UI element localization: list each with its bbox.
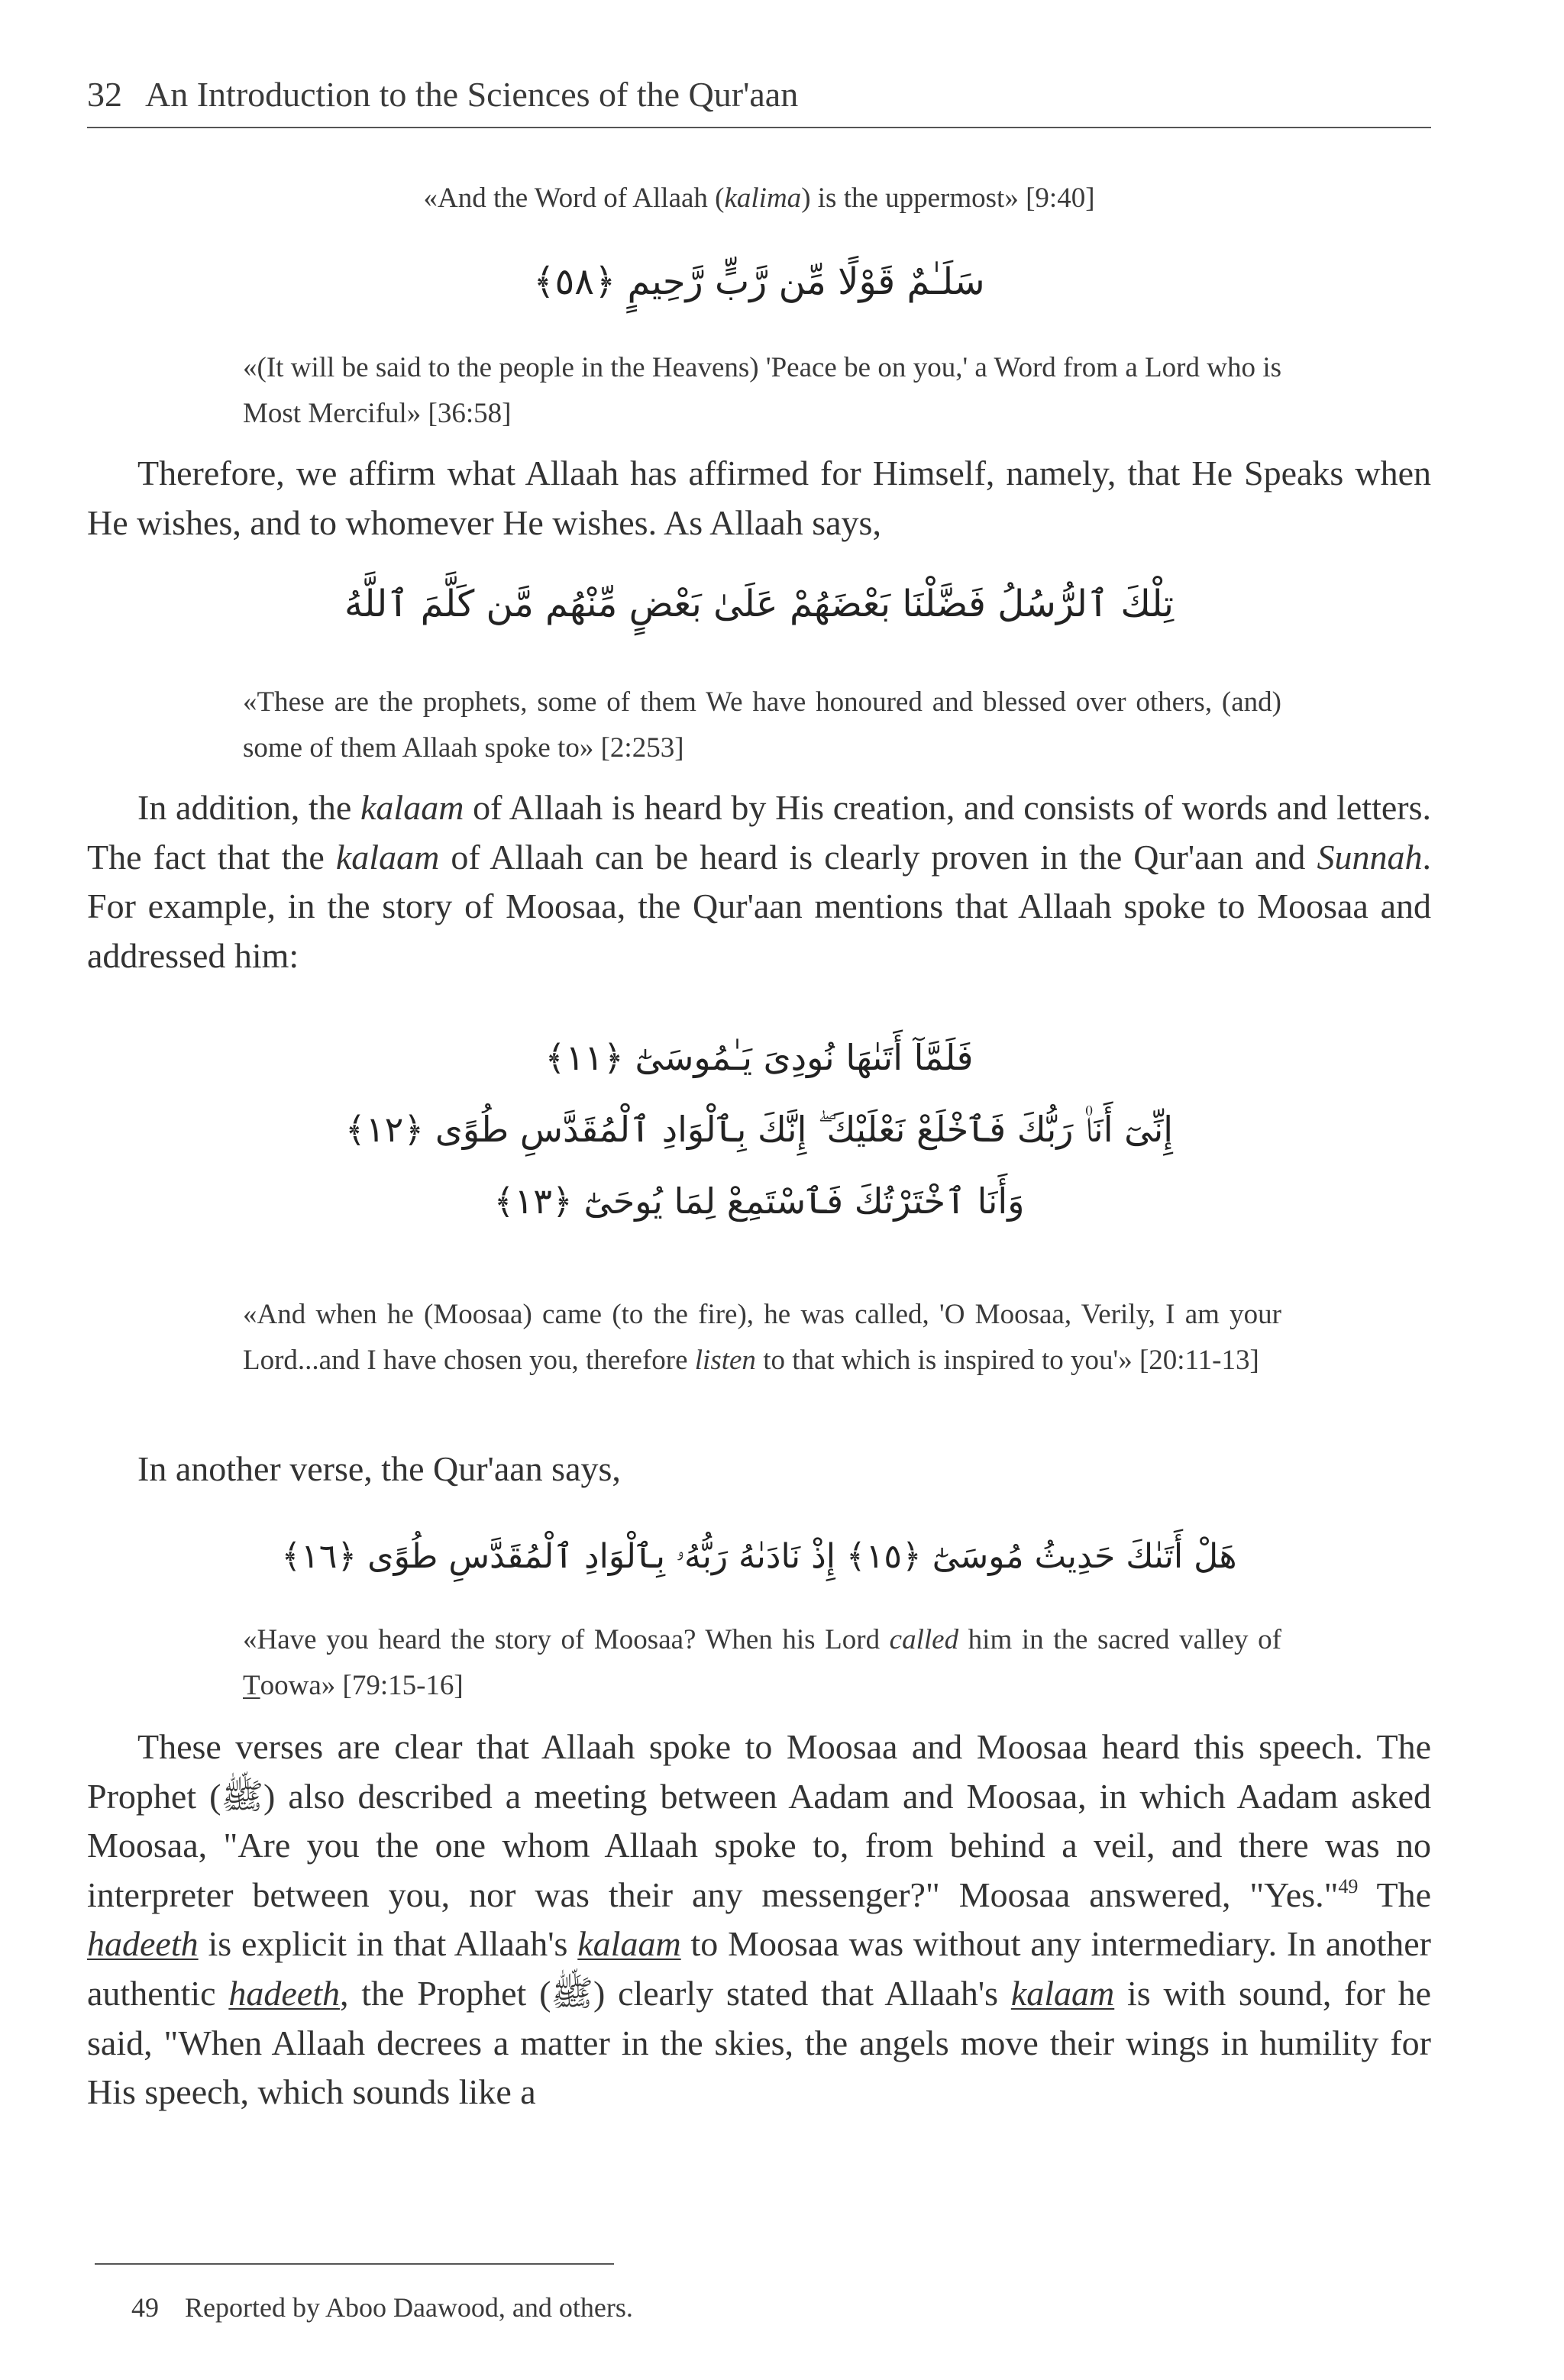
quote-term: kalima (724, 182, 802, 214)
footnote-number: 49 (131, 2292, 159, 2323)
underlined-letter: T (243, 1670, 260, 1701)
footnote-text: Reported by Aboo Daawood, and others. (185, 2292, 633, 2323)
footnote-49 (131, 2289, 1353, 2326)
term-hadeeth: hadeeth (87, 1924, 199, 1964)
footnote-ref: 49 (1338, 1875, 1359, 1897)
paragraph-aadam-moosaa: These verses are clear that Allaah spoke to Moosaa and Moosaa heard this speech. The Prophet (ﷺ) also described a meeting between Aadam and Moosaa, in which Aadam asked Moosaa, "Are you the one whom Allaah spoke to, from behind a veil, and there was no interpreter between you, nor was their any messenger?" Moosaa answered, "Yes."$^{49}$ The hadeeth is explicit in that Allaah's kalaam to Moosaa was without any intermediary. In another authentic hadeeth, the Prophet (ﷺ) clearly stated that Allaah's kalaam is with sound, for he said, "When Allaah decrees a matter in the skies, the angels move their wings in humility for His speech, which sounds like a (87, 1727, 1432, 2112)
translation-36-58: «(It will be said to the people in the Heavens) 'Peace be on you,' a Word from a Lord who is Most Merciful» [36:58] (243, 352, 1281, 429)
arabic-line: إِنِّىٓ أَنَا۠ رَبُّكَ فَٱخْلَعْ نَعْلَيْكَ ۖ إِنَّكَ بِٱلْوَادِ ٱلْمُقَدَّسِ طُوًى ﴿١٢﴾ (344, 1109, 1174, 1150)
page-number: 32 (87, 75, 122, 114)
arabic-verses-20-11-13 (87, 1022, 1431, 1237)
term-sunnah: Sunnah (1317, 837, 1423, 877)
translation-20-11-13: «And when he (Moosaa) came (to the fire), he was called, 'O Moosaa, Verily, I am your Lord...and I have chosen you, therefore listen to that which is inspired to you'» [20:11-13] (243, 1299, 1281, 1376)
running-title: An Introduction to the Sciences of the Qur'aan (145, 75, 799, 114)
term-kalaam: kalaam (577, 1924, 681, 1964)
paragraph-kalaam-heard: In addition, the kalaam of Allaah is heard by His creation, and consists of words and letters. The fact that the kalaam of Allaah can be heard is clearly proven in the Qur'aan and Sunnah. For example, in the story of Moosaa, the Qur'aan mentions that Allaah spoke to Moosaa and addressed him: (87, 788, 1431, 975)
arabic-verse-79-15-16: هَلْ أَتَىٰكَ حَدِيثُ مُوسَىٰٓ ﴿١٥﴾ إِذْ نَادَىٰهُ رَبُّهُۥ بِٱلْوَادِ ٱلْمُقَدَّسِ طُوًى ﴿١٦﴾ (281, 1537, 1237, 1576)
term-hadeeth: hadeeth (228, 1973, 340, 2013)
arabic-verse-2-253: تِلْكَ ٱلرُّسُلُ فَضَّلْنَا بَعْضَهُمْ عَلَىٰ بَعْضٍ مِّنْهُم مَّن كَلَّمَ ٱللَّهُ (344, 583, 1175, 625)
paragraph-another-verse: In another verse, the Qur'aan says, (137, 1449, 621, 1488)
arabic-verse-36-58: سَلَـٰمٌ قَوْلًا مِّن رَّبٍّ رَّحِيمٍ ﴿٥٨﴾ (533, 260, 985, 303)
quote-text-end: ) is the uppermost» [9:40] (801, 182, 1095, 214)
translation-2-253: «These are the prophets, some of them We have honoured and blessed over others, (and) some of them Allaah spoke to» [2:253] (243, 686, 1281, 764)
quote-9-40 (87, 176, 1431, 221)
translation-79-15-16: «Have you heard the story of Moosaa? When his Lord called him in the sacred valley of Toowa» [79:15-16] (243, 1624, 1281, 1701)
term-kalaam: kalaam (1010, 1973, 1115, 2013)
term-kalaam: kalaam (335, 837, 440, 877)
term-called: called (889, 1624, 959, 1655)
running-header (87, 73, 1431, 116)
quote-text: «And the Word of Allaah ( (423, 182, 725, 214)
arabic-line: وَأَنَا ٱخْتَرْتُكَ فَٱسْتَمِعْ لِمَا يُوحَىٰٓ ﴿١٣﴾ (493, 1180, 1025, 1222)
arabic-line: فَلَمَّآ أَتَىٰهَا نُودِىَ يَـٰمُوسَىٰٓ ﴿١١﴾ (544, 1037, 974, 1078)
paragraph-affirm: Therefore, we affirm what Allaah has affirmed for Himself, namely, that He Speaks when He wishes, and to whomever He wishes. As Allaah says, (87, 454, 1431, 542)
term-listen: listen (694, 1345, 756, 1376)
term-kalaam: kalaam (360, 788, 464, 827)
footnote-rule (95, 2263, 614, 2265)
header-rule (87, 127, 1431, 128)
